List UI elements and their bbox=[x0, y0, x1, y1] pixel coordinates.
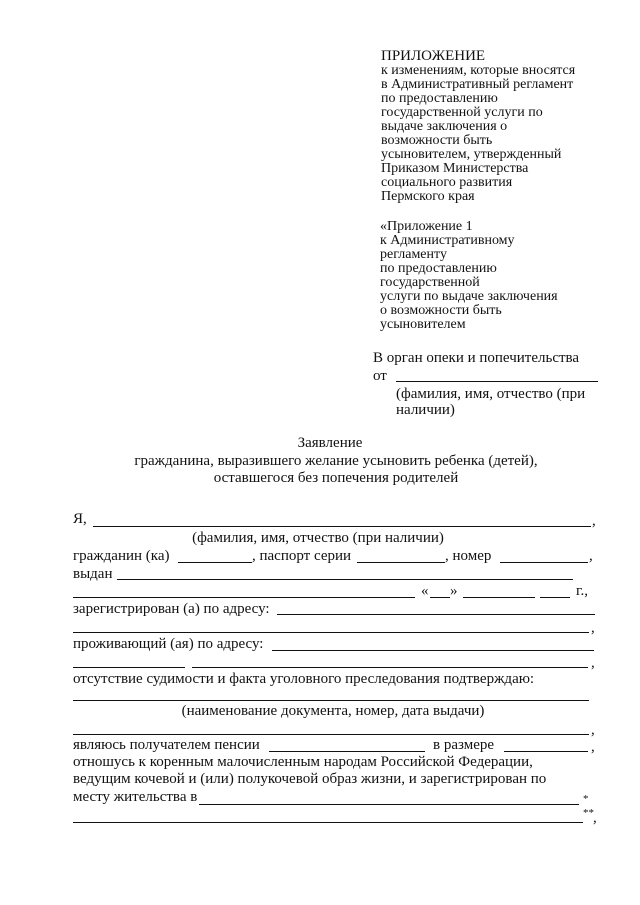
appendix-line: выдаче заключения о bbox=[381, 119, 508, 134]
appendix-title: ПРИЛОЖЕНИЕ bbox=[381, 48, 486, 64]
document-line-2[interactable] bbox=[73, 734, 589, 735]
registered-address-line[interactable] bbox=[277, 614, 595, 615]
appendix-line: социального развития bbox=[381, 175, 513, 190]
passport-series-line[interactable] bbox=[357, 562, 445, 563]
indigenous-text: ведущим кочевой и (или) полукочевой образ жизни, и зарегистрирован по bbox=[73, 771, 547, 787]
quote-open: « bbox=[421, 583, 429, 599]
appendix-line: к изменениям, которые вносятся bbox=[381, 63, 576, 78]
appendix-line: возможности быть bbox=[381, 133, 493, 148]
addressee-hint: наличии) bbox=[396, 402, 455, 418]
annex-line: усыновителем bbox=[380, 317, 466, 332]
residence-label: месту жительства в bbox=[73, 789, 198, 805]
citizenship-line[interactable] bbox=[178, 562, 252, 563]
annex-line: по предоставлению bbox=[380, 261, 497, 276]
living-address-line[interactable] bbox=[272, 650, 594, 651]
living-address-line-2b[interactable] bbox=[192, 667, 588, 668]
annex-line: «Приложение 1 bbox=[380, 219, 473, 234]
residence-line-2[interactable] bbox=[73, 822, 583, 823]
fio-hint: (фамилия, имя, отчество (при наличии) bbox=[192, 530, 444, 546]
annex-line: к Административному bbox=[380, 233, 515, 248]
appendix-line: в Административный регламент bbox=[381, 77, 574, 92]
applicant-fio-line[interactable] bbox=[93, 526, 591, 527]
registered-address-line-2[interactable] bbox=[73, 632, 589, 633]
comma: , bbox=[591, 655, 595, 671]
registered-label: зарегистрирован (а) по адресу: bbox=[73, 601, 270, 617]
pension-type-line[interactable] bbox=[269, 751, 425, 752]
addressee-name-line[interactable] bbox=[396, 381, 598, 382]
issued-by-line[interactable] bbox=[117, 579, 573, 580]
passport-number-line[interactable] bbox=[500, 562, 588, 563]
i-label: Я, bbox=[73, 511, 87, 527]
comma: , bbox=[591, 620, 595, 636]
comma: , bbox=[592, 513, 596, 529]
issued-label: выдан bbox=[73, 566, 113, 582]
living-address-line-2a[interactable] bbox=[73, 667, 185, 668]
pension-amount-line[interactable] bbox=[504, 751, 588, 752]
heading-title: Заявление bbox=[297, 435, 363, 451]
issue-day-line[interactable] bbox=[430, 597, 450, 598]
issued-by-line-2[interactable] bbox=[73, 597, 415, 598]
amount-label: в размере bbox=[433, 737, 495, 753]
issue-month-line[interactable] bbox=[463, 597, 535, 598]
passport-series-label: , паспорт серии bbox=[252, 548, 352, 564]
heading-subtitle: гражданина, выразившего желание усыновить ребенка (детей), bbox=[134, 453, 538, 469]
pension-label: являюсь получателем пенсии bbox=[73, 737, 260, 753]
addressee-to: В орган опеки и попечительства bbox=[373, 350, 580, 366]
annex-line: государственной bbox=[380, 275, 480, 290]
appendix-line: усыновителем, утвержденный bbox=[381, 147, 562, 162]
document-line[interactable] bbox=[73, 700, 589, 701]
living-label: проживающий (ая) по адресу: bbox=[73, 636, 264, 652]
comma: , bbox=[589, 548, 593, 564]
addressee-hint: (фамилия, имя, отчество (при bbox=[396, 386, 586, 402]
year-label: г., bbox=[576, 583, 588, 599]
citizen-label: гражданин (ка) bbox=[73, 548, 170, 564]
residence-line[interactable] bbox=[199, 804, 579, 805]
footnote-mark: * bbox=[583, 793, 589, 805]
comma: , bbox=[593, 810, 597, 826]
quote-close: » bbox=[450, 583, 458, 599]
appendix-line: государственной услуги по bbox=[381, 105, 543, 120]
indigenous-text: отношусь к коренным малочисленным народам Российской Федерации, bbox=[73, 754, 533, 770]
no-criminal-record-text: отсутствие судимости и факта уголовного преследования подтверждаю: bbox=[73, 671, 535, 687]
number-label: , номер bbox=[445, 548, 492, 564]
appendix-line: Приказом Министерства bbox=[381, 161, 529, 176]
annex-line: о возможности быть bbox=[380, 303, 502, 318]
annex-line: регламенту bbox=[380, 247, 447, 262]
comma: , bbox=[591, 722, 595, 738]
heading-subtitle: оставшегося без попечения родителей bbox=[213, 470, 459, 486]
document-hint: (наименование документа, номер, дата выдачи) bbox=[181, 703, 485, 719]
appendix-line: Пермского края bbox=[381, 189, 475, 204]
footnote-mark: ** bbox=[583, 807, 594, 819]
appendix-line: по предоставлению bbox=[381, 91, 498, 106]
comma: , bbox=[591, 739, 595, 755]
addressee-from-label: от bbox=[373, 368, 387, 384]
annex-line: услуги по выдаче заключения bbox=[380, 289, 558, 304]
issue-year-line[interactable] bbox=[540, 597, 570, 598]
